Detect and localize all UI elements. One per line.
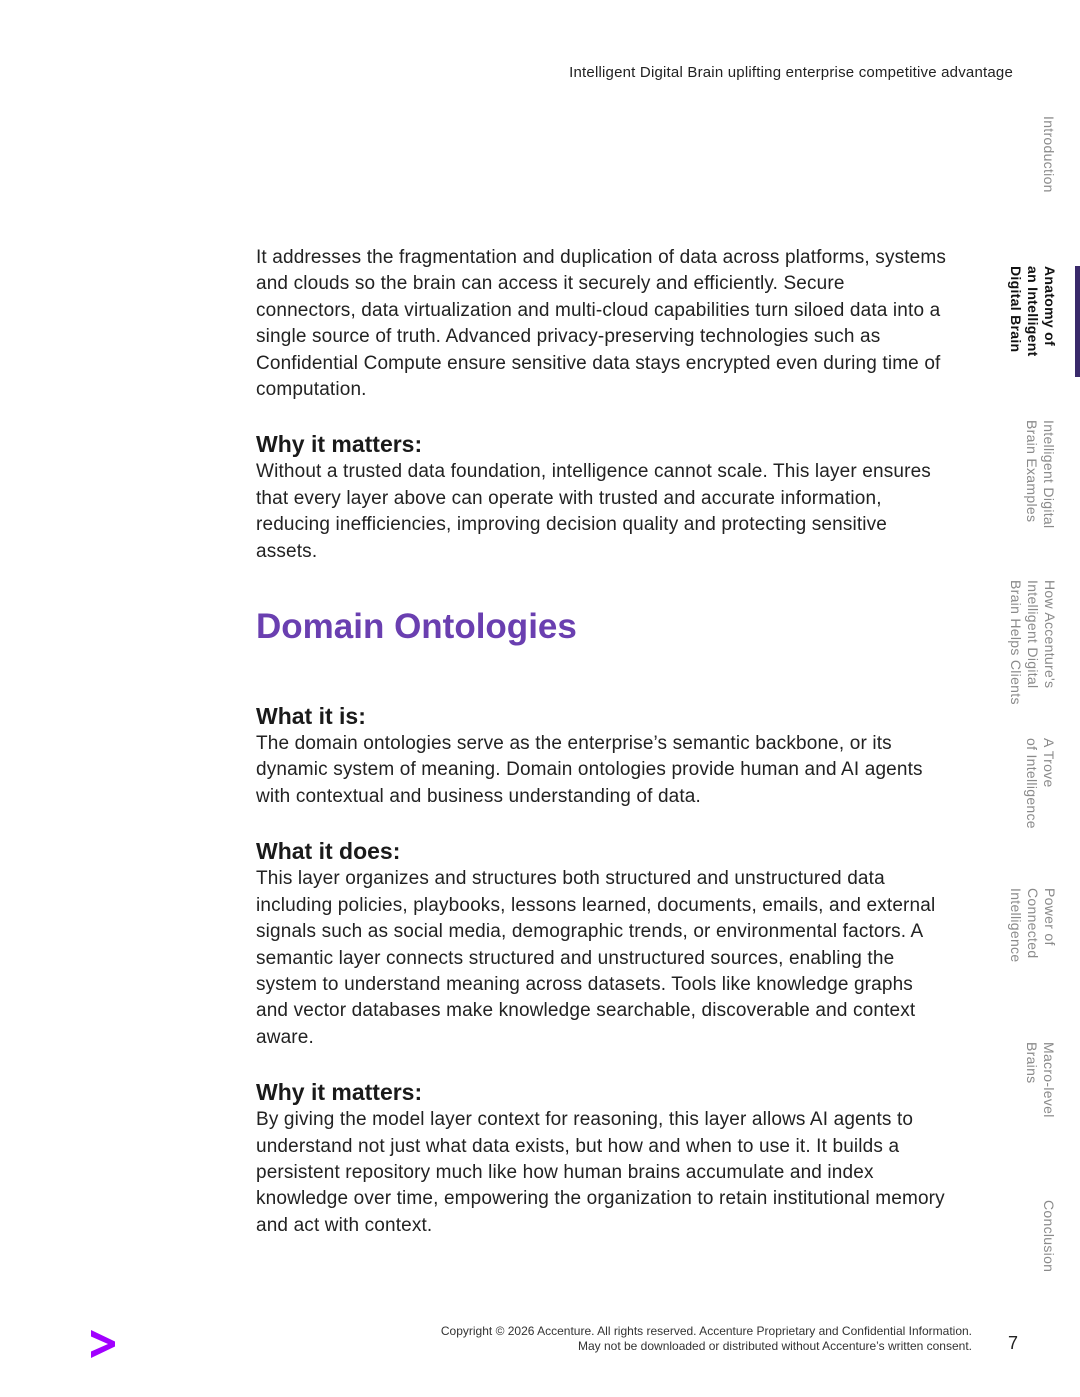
copyright-line-2: May not be downloaded or distributed without Accenture’s written consent.: [577, 1339, 972, 1353]
nav-item-examples[interactable]: Intelligent Digital Brain Examples: [1024, 420, 1057, 529]
nav-item-power[interactable]: Power of Connected Intelligence: [1008, 888, 1058, 963]
nav-item-introduction[interactable]: Introduction: [1041, 116, 1057, 193]
main-content: [256, 245, 946, 1239]
copyright-line-1: Copyright © 2026 Accenture. All rights reserved. Accenture Proprietary and Confidential Information.: [440, 1324, 972, 1338]
nav-item-how-accenture[interactable]: How Accenture's Intelligent Digital Brain Helps Clients: [1008, 580, 1058, 705]
accenture-logo-icon: [88, 1328, 118, 1358]
what-it-does-block: [256, 836, 946, 1051]
running-header: Intelligent Digital Brain uplifting enterprise competitive advantage: [569, 64, 1013, 81]
section-title: Domain Ontologies: [256, 607, 577, 647]
what-it-is-heading: What it is:: [256, 703, 366, 730]
ontology-why-block: [256, 1077, 946, 1239]
nav-item-conclusion[interactable]: Conclusion: [1041, 1200, 1057, 1273]
nav-item-anatomy[interactable]: Anatomy of an Intelligent Digital Brain: [1008, 266, 1058, 357]
what-it-does-text: This layer organizes and structures both structured and unstructured data including policies, playbooks, lessons learned, documents, emails, and external signals such as social media, demographic trends, or environmental factors. A semantic layer connects structured and unstructured sources, enabling the system to understand meaning across datasets. Tools like knowledge graphs and vector databases make knowledge searchable, discoverable and context aware.: [256, 868, 936, 1048]
footer-copyright: [441, 1324, 972, 1354]
page-number: 7: [1008, 1333, 1019, 1353]
intro-paragraph: It addresses the fragmentation and duplication of data across platforms, systems and clouds so the brain can access it securely and efficiently. Secure connectors, data virtualization and multi-cloud capabilities turn siloed data into a single source of truth. Advanced privacy-preserving technologies such as Confidential Compute ensure sensitive data stays encrypted even during time of computation.: [256, 247, 947, 401]
data-why-block: [256, 429, 946, 565]
what-it-does-heading: What it does:: [256, 838, 401, 865]
data-why-text: Without a trusted data foundation, intelligence cannot scale. This layer ensures that every layer above can operate with trusted and accurate information, reducing inefficiencies, improving decision quality and protecting sensitive assets.: [256, 461, 931, 562]
nav-item-macro[interactable]: Macro-level Brains: [1024, 1042, 1057, 1118]
data-why-heading: Why it matters:: [256, 431, 423, 458]
ontology-why-heading: Why it matters:: [256, 1079, 423, 1106]
nav-item-trove[interactable]: A Trove of Intelligence: [1024, 738, 1057, 829]
active-section-indicator: [1075, 266, 1080, 377]
ontology-why-text: By giving the model layer context for reasoning, this layer allows AI agents to understand not just what data exists, but how and when to use it. It builds a persistent repository much like how human brains accumulate and index knowledge over time, empowering the organization to retain institutional memory and act with context.: [256, 1109, 945, 1236]
what-it-is-text: The domain ontologies serve as the enterprise’s semantic backbone, or its dynamic system of meaning. Domain ontologies provide human and AI agents with contextual and business understanding of data.: [256, 733, 923, 807]
what-it-is-block: [256, 701, 946, 810]
section-sidenav: [1000, 0, 1080, 1397]
